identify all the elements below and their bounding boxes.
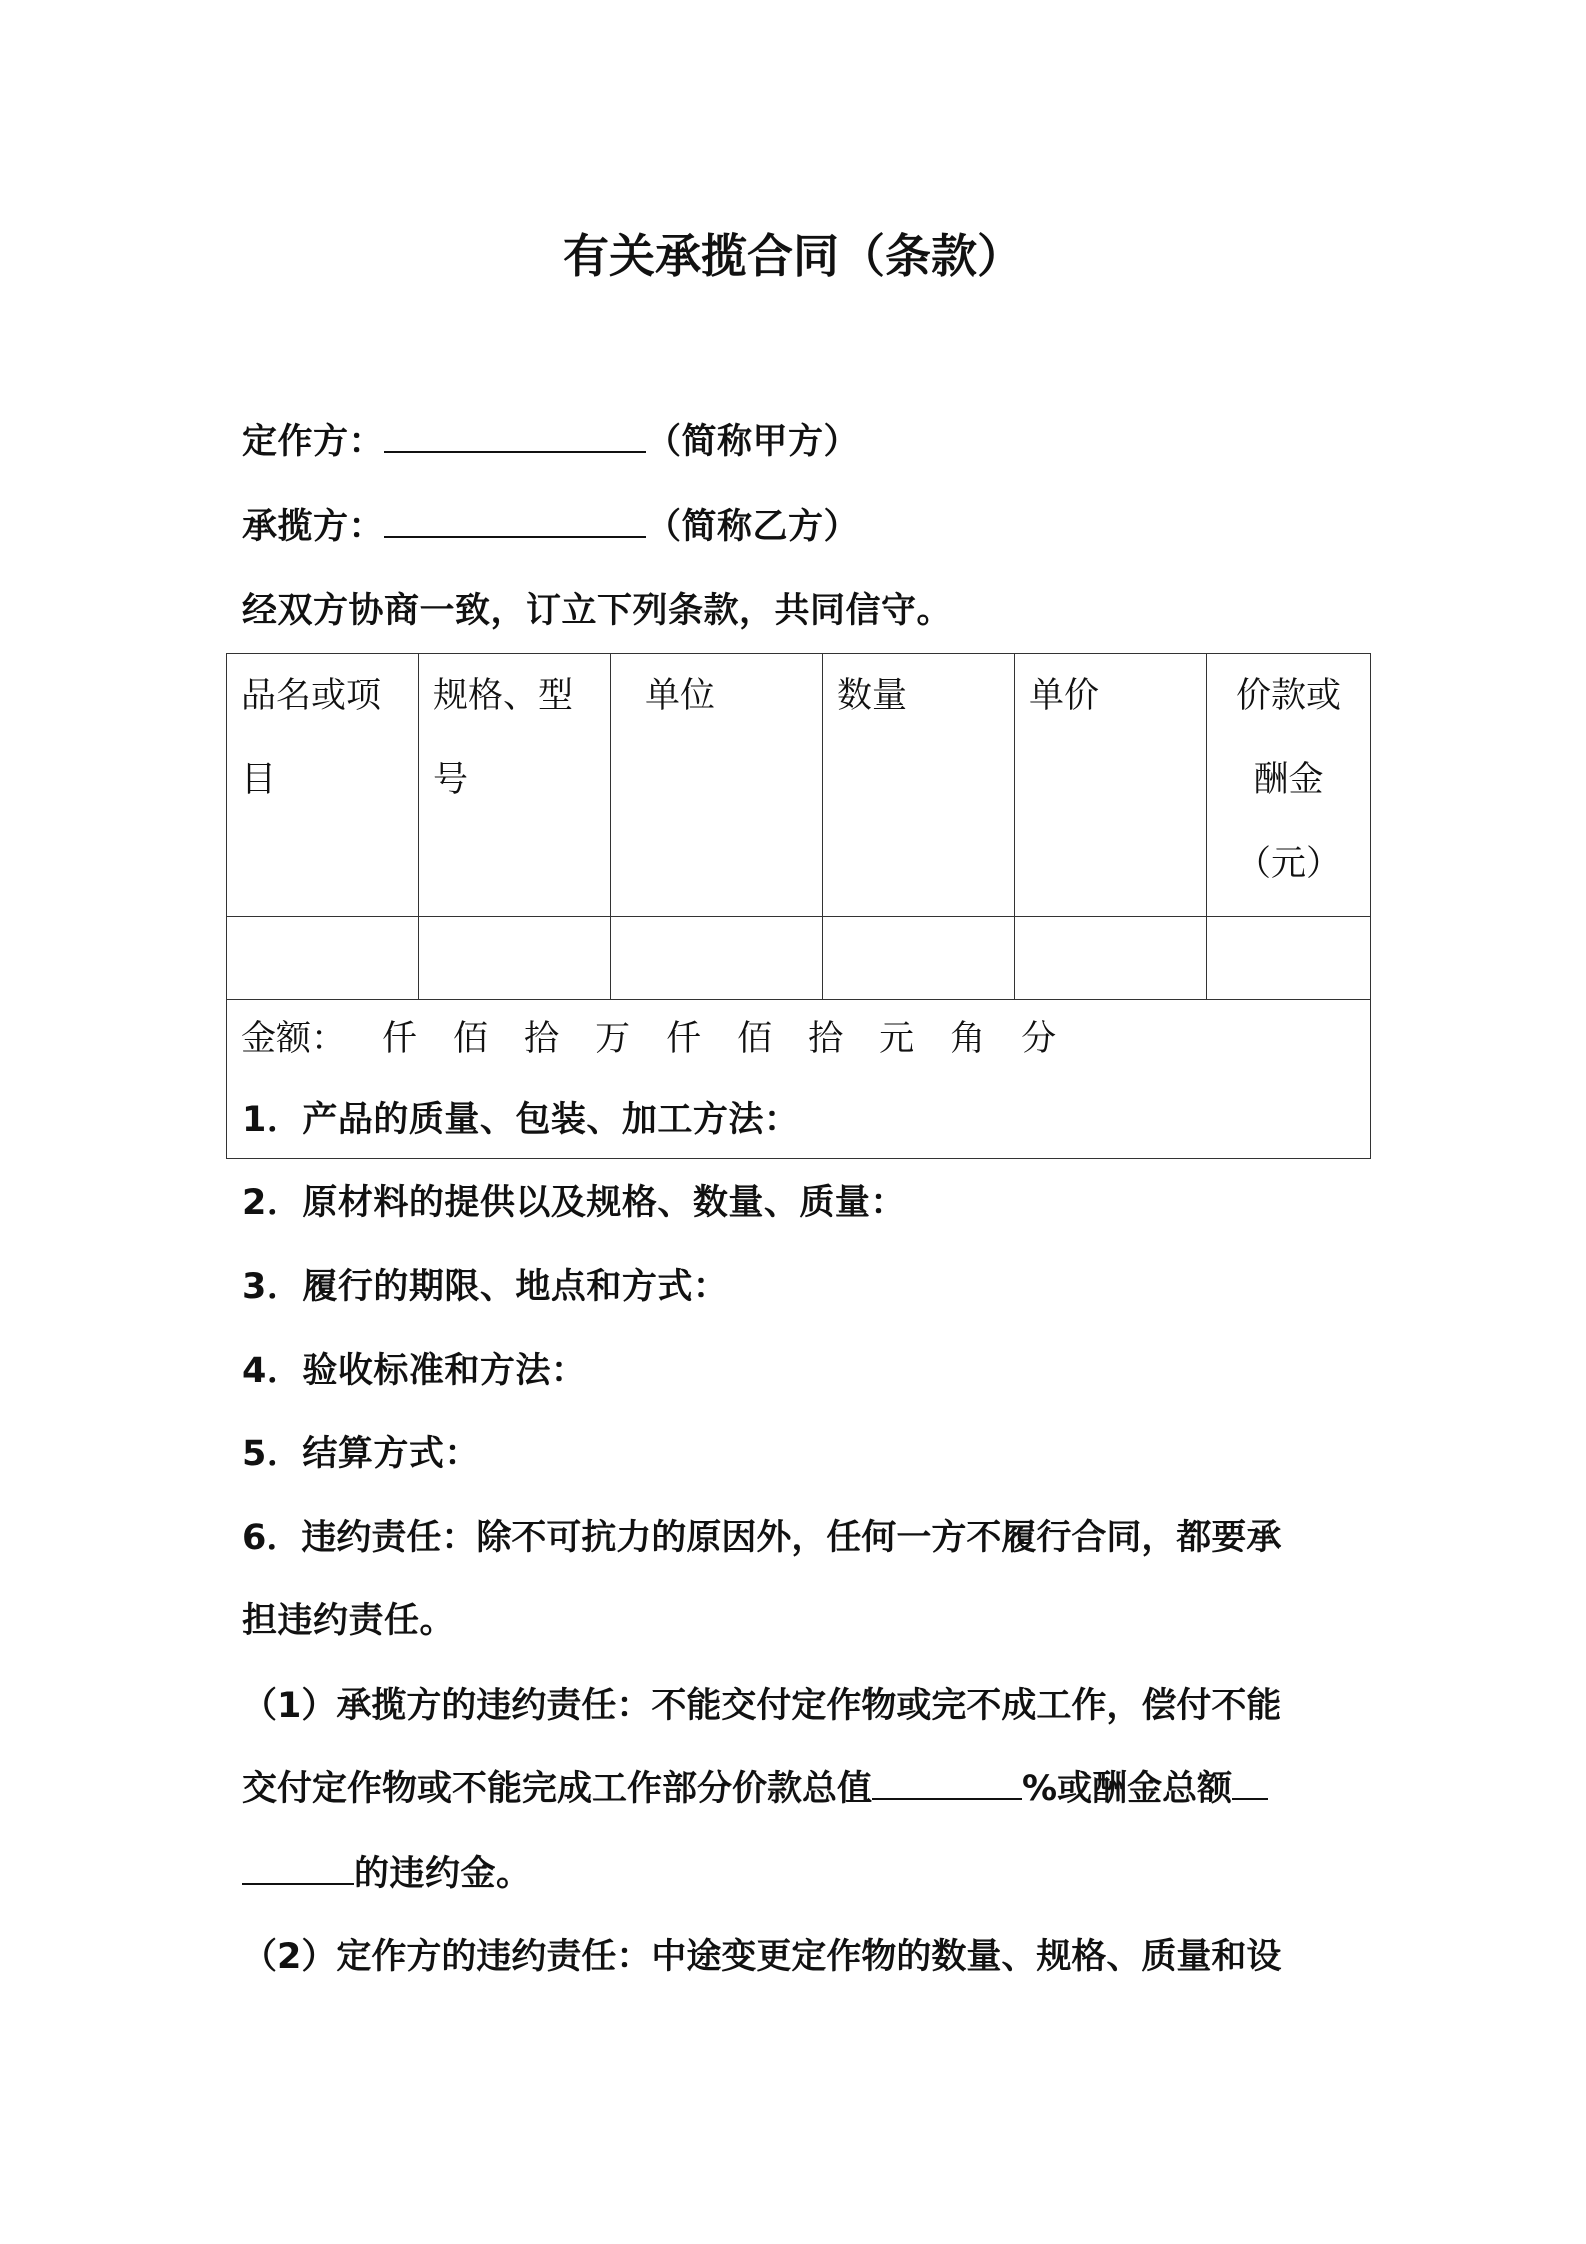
- cell-unit-price[interactable]: [1015, 917, 1207, 1000]
- clause-5: 5．结算方式：: [242, 1434, 480, 1474]
- cell-item-name[interactable]: [227, 917, 419, 1000]
- clause-2: 2．原材料的提供以及规格、数量、质量：: [242, 1183, 906, 1223]
- header-unit-price: 单价: [1015, 654, 1207, 917]
- header-unit: 单位: [611, 654, 823, 917]
- party-b-label: 承揽方：: [242, 507, 385, 547]
- cell-spec[interactable]: [419, 917, 611, 1000]
- clause-text: 的违约金。: [354, 1854, 532, 1894]
- intro-text: 经双方协商一致，订立下列条款，共同信守。: [242, 591, 953, 631]
- amount-unit: 角: [950, 1019, 986, 1059]
- clause-4: 4．验收标准和方法：: [242, 1351, 587, 1391]
- cell-total[interactable]: [1207, 917, 1371, 1000]
- clause-6-1: （1）承揽方的违约责任：不能交付定作物或完不成工作，偿付不能: [242, 1686, 1282, 1726]
- clause-6-1-end: [242, 1846, 532, 1896]
- amount-unit: 元: [879, 1019, 915, 1059]
- cell-quantity[interactable]: [823, 917, 1015, 1000]
- percent-blank[interactable]: [872, 1768, 1022, 1800]
- party-a-label: 定作方：: [242, 422, 385, 462]
- party-a-blank[interactable]: [384, 421, 646, 453]
- amount-unit: 佰: [453, 1019, 489, 1059]
- amount-unit: 拾: [808, 1019, 844, 1059]
- party-b-note: （简称乙方）: [646, 507, 860, 547]
- fee-blank-cont[interactable]: [242, 1853, 354, 1885]
- amount-unit: 分: [1021, 1019, 1057, 1059]
- amount-unit: 仟: [666, 1019, 702, 1059]
- header-spec: 规格、型号: [419, 654, 611, 917]
- cell-unit[interactable]: [611, 917, 823, 1000]
- fee-blank[interactable]: [1232, 1768, 1268, 1800]
- clause-text: %或酬金总额: [1022, 1769, 1233, 1809]
- party-b-blank[interactable]: [384, 506, 646, 538]
- clause-6: 6．违约责任：除不可抗力的原因外，任何一方不履行合同，都要承: [242, 1518, 1282, 1558]
- clause-text: 交付定作物或不能完成工作部分价款总值: [242, 1769, 873, 1809]
- clause-6-cont: 担违约责任。: [242, 1601, 456, 1641]
- clause-6-1-cont: [242, 1761, 1268, 1811]
- party-a-line: [242, 414, 859, 464]
- amount-label: 金额：: [241, 1019, 347, 1059]
- header-total: 价款或酬金（元）: [1207, 654, 1371, 917]
- header-item-name: 品名或项目: [227, 654, 419, 917]
- document-title: 有关承揽合同（条款）: [563, 229, 1023, 283]
- clause-6-2: （2）定作方的违约责任：中途变更定作物的数量、规格、质量和设: [242, 1937, 1282, 1977]
- clause-1: 1．产品的质量、包装、加工方法：: [242, 1100, 800, 1140]
- header-quantity: 数量: [823, 654, 1015, 917]
- amount-unit: 仟: [382, 1019, 418, 1059]
- amount-unit: 拾: [524, 1019, 560, 1059]
- party-a-note: （简称甲方）: [646, 422, 860, 462]
- amount-unit: 万: [595, 1019, 631, 1059]
- amount-unit: 佰: [737, 1019, 773, 1059]
- party-b-line: [242, 499, 859, 549]
- items-table: [226, 653, 1371, 1159]
- clause-3: 3．履行的期限、地点和方式：: [242, 1267, 729, 1307]
